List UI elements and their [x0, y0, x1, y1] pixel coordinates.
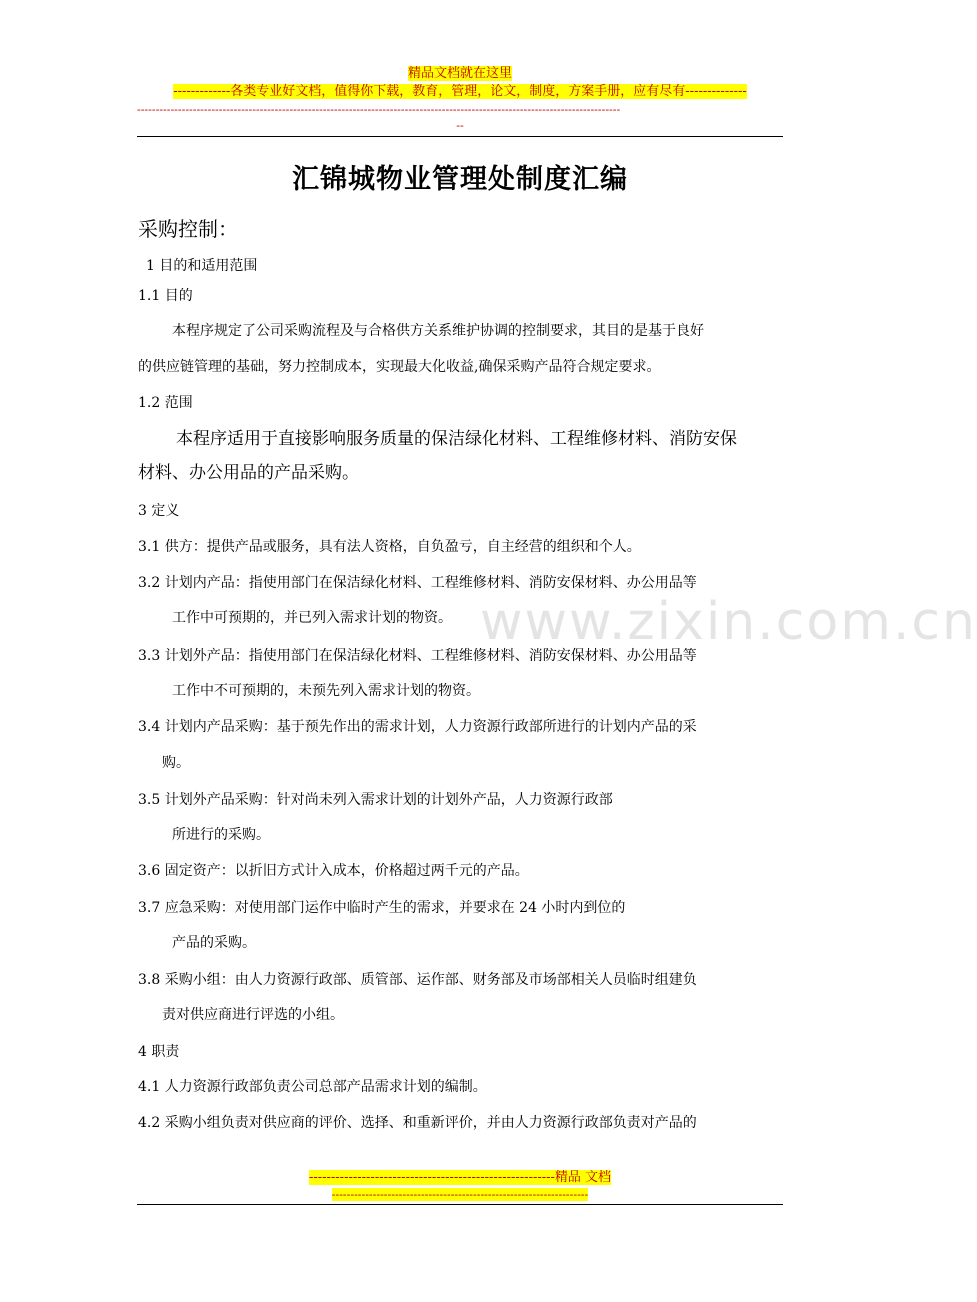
- definition-3-3-line2: 工作中不可预期的，未预先列入需求计划的物资。: [172, 683, 480, 699]
- heading-1: 1 目的和适用范围: [146, 258, 258, 274]
- footer-rule: [137, 1204, 783, 1205]
- footer-dash-line: ---------------------------------------------------------------------: [331, 1188, 589, 1201]
- footer-banner: --------------------------------------------------------精品 文档: [308, 1170, 612, 1185]
- heading-1-1: 1.1 目的: [138, 288, 193, 304]
- definition-3-3-line1: 3.3 计划外产品：指使用部门在保洁绿化材料、工程维修材料、消防安保材料、办公用品等: [138, 648, 697, 664]
- watermark: www.zixin.com.cn: [480, 592, 977, 652]
- section-heading: 采购控制：: [138, 217, 238, 241]
- header-banner-slogan: -------------各类专业好文档，值得你下载，教育，管理，论文，制度，方案手册，应有尽有--------------: [173, 84, 747, 99]
- heading-1-2: 1.2 范围: [138, 395, 193, 411]
- heading-3: 3 定义: [138, 503, 180, 519]
- definition-3-7-line2: 产品的采购。: [172, 935, 256, 951]
- definition-3-4-line2: 购。: [162, 755, 190, 771]
- definition-3-5-line2: 所进行的采购。: [172, 827, 270, 843]
- responsibility-4-1: 4.1 人力资源行政部负责公司总部产品需求计划的编制。: [138, 1079, 487, 1095]
- header-dash-tail: --: [456, 119, 464, 132]
- responsibility-4-2: 4.2 采购小组负责对供应商的评价、选择、和重新评价，并由人力资源行政部负责对产品的: [138, 1115, 697, 1131]
- paragraph-scope-line2: 材料、办公用品的产品采购。: [138, 463, 359, 483]
- definition-3-6: 3.6 固定资产：以折旧方式计入成本，价格超过两千元的产品。: [138, 863, 529, 879]
- definition-3-8-line2: 责对供应商进行评选的小组。: [162, 1007, 344, 1023]
- definition-3-5-line1: 3.5 计划外产品采购：针对尚未列入需求计划的计划外产品，人力资源行政部: [138, 792, 613, 808]
- paragraph-purpose-line2: 的供应链管理的基础，努力控制成本，实现最大化收益,确保采购产品符合规定要求。: [138, 359, 661, 375]
- header-banner-title: 精品文档就在这里: [407, 66, 512, 81]
- definition-3-2-line2: 工作中可预期的，并已列入需求计划的物资。: [172, 610, 452, 626]
- document-title: 汇锦城物业管理处制度汇编: [292, 164, 628, 195]
- paragraph-purpose-line1: 本程序规定了公司采购流程及与合格供方关系维护协调的控制要求，其目的是基于良好: [172, 323, 704, 339]
- definition-3-4-line1: 3.4 计划内产品采购：基于预先作出的需求计划，人力资源行政部所进行的计划内产品的采: [138, 719, 697, 735]
- definition-3-2-line1: 3.2 计划内产品：指使用部门在保洁绿化材料、工程维修材料、消防安保材料、办公用品等: [138, 575, 697, 591]
- definition-3-7-line1: 3.7 应急采购：对使用部门运作中临时产生的需求，并要求在 24 小时内到位的: [138, 900, 626, 916]
- definition-3-1: 3.1 供方：提供产品或服务，具有法人资格，自负盈亏，自主经营的组织和个人。: [138, 539, 641, 555]
- header-dash-line: ----------------------------------------------------------------------------------------------------------------------------------: [137, 103, 621, 116]
- definition-3-8-line1: 3.8 采购小组：由人力资源行政部、质管部、运作部、财务部及市场部相关人员临时组建负: [138, 972, 697, 988]
- heading-4: 4 职责: [138, 1044, 180, 1060]
- header-rule: [137, 136, 783, 137]
- paragraph-scope-line1: 本程序适用于直接影响服务质量的保洁绿化材料、工程维修材料、消防安保: [176, 429, 737, 449]
